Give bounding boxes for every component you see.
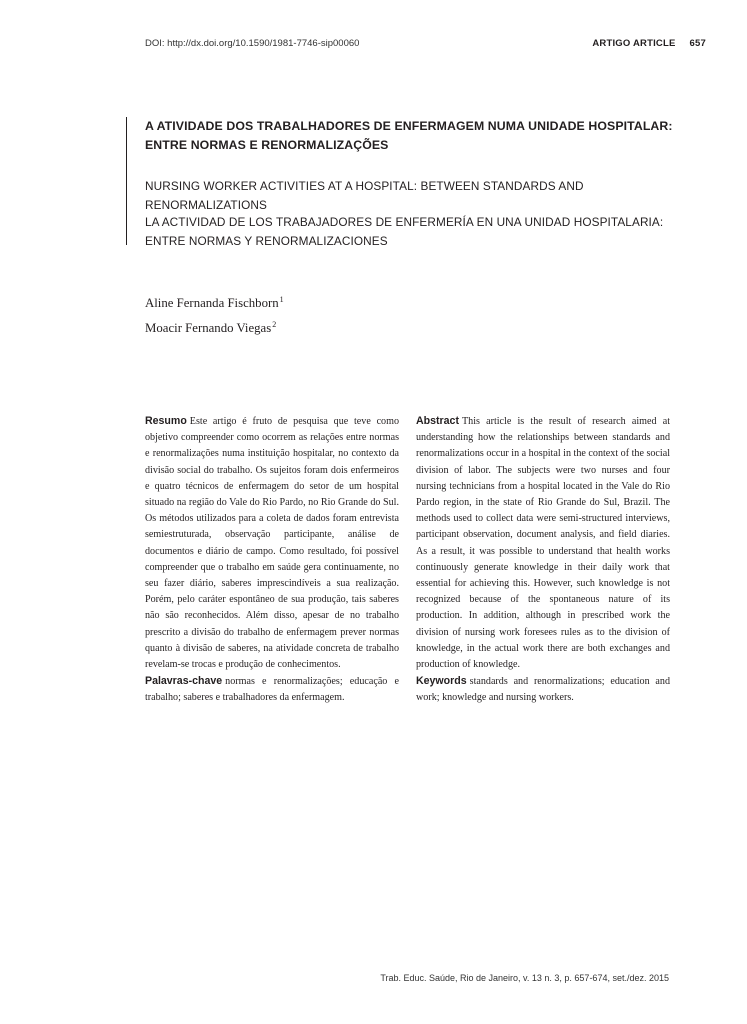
palavras-chave-paragraph (145, 673, 399, 706)
resumo-text: Este artigo é fruto de pesquisa que teve como objetivo compreender como ocorrem as relações entre normas e renormalizações numa instituição hospitalar, no contexto da divisão social do trabalho. Os sujeitos foram dois enfermeiros e quatro técnicos de enfermagem do setor de um hospital situado na região do Vale do Rio Pardo, no Rio Grande do Sul. Os métodos utilizados para a coleta de dados foram entrevista semiestruturada, observação participante, análise de documentos e diário de campo. Como resultado, foi possível compreender que o trabalho em saúde gera continuamente, no seu fazer diário, saberes imprescindíveis a sua realização. Porém, pelo caráter espontâneo de sua produção, tais saberes não são reconhecidos. Além disso, apesar de no trabalho prescrito a divisão do trabalho de enfermagem prever normas quanto à divisão de saberes, na atividade concreta de trabalho revelam-se trocas e produção de conhecimentos. (145, 416, 399, 671)
palavras-chave-label: Palavras-chave (145, 675, 223, 688)
author-name: Aline Fernanda Fischborn (145, 296, 279, 310)
abstract-label: Abstract (416, 415, 459, 427)
title-english: NURSING WORKER ACTIVITIES AT A HOSPITAL: BETWEEN STANDARDS AND RENORMALIZATIONS (145, 179, 584, 212)
title-portuguese: A ATIVIDADE DOS TRABALHADORES DE ENFERMAGEM NUMA UNIDADE HOSPITALAR: ENTRE NORMAS E RENORMALIZAÇÕES (145, 119, 673, 152)
resumo-label: Resumo (145, 415, 187, 427)
abstract-text: This article is the result of research aimed at understanding how the relationships between standards and renormalizations occur in a hospital in the context of the social division of labor. The subjects were two nurses and four nursing technicians from a hospital located in the Vale do Rio Pardo region, in the state of Rio Grande do Sul, Brazil. The methods used to collect data were semi-structured interviews, participant observation, document analysis, and field diaries. As a result, it was possible to understand that health works continuously generate knowledge in their daily work that essential for achieving this. However, such knowledge is not recognized because of the spontaneous nature of its production. In addition, although in prescribed work the division of nursing work foresees rules as to the division of knowledge, in the actual work there are both exchanges and production of knowledge. (416, 416, 670, 671)
palavras-chave-text: normas e renormalizações; educação e trabalho; saberes e trabalhadores da enfermagem. (145, 676, 399, 704)
running-header (592, 38, 706, 49)
author-affiliation-mark[interactable]: 2 (272, 320, 277, 329)
author (145, 289, 284, 314)
abstract-column (416, 413, 670, 707)
journal-citation: Trab. Educ. Saúde, Rio de Janeiro, v. 13 n. 3, p. 657-674, set./dez. 2015 (380, 973, 669, 983)
author-list (145, 289, 284, 339)
resumo-paragraph (145, 413, 399, 673)
keywords-label: Keywords (416, 675, 467, 688)
title-spanish: LA ACTIVIDAD DE LOS TRABAJADORES DE ENFERMERÍA EN UNA UNIDAD HOSPITALARIA: ENTRE NORMAS Y RENORMALIZACIONES (145, 215, 664, 248)
keywords-text: standards and renormalizations; education and work; knowledge and nursing workers. (416, 676, 670, 704)
doi-link[interactable]: DOI: http://dx.doi.org/10.1590/1981-7746-sip00060 (145, 38, 360, 49)
page-number: 657 (689, 38, 706, 49)
keywords-paragraph (416, 673, 670, 706)
author-affiliation-mark[interactable]: 1 (279, 295, 284, 304)
section-label: ARTIGO ARTICLE (592, 38, 676, 49)
abstract-paragraph (416, 413, 670, 673)
author (145, 314, 284, 339)
resumo-column (145, 413, 399, 707)
author-name: Moacir Fernando Viegas (145, 321, 272, 335)
title-rule (126, 117, 127, 245)
